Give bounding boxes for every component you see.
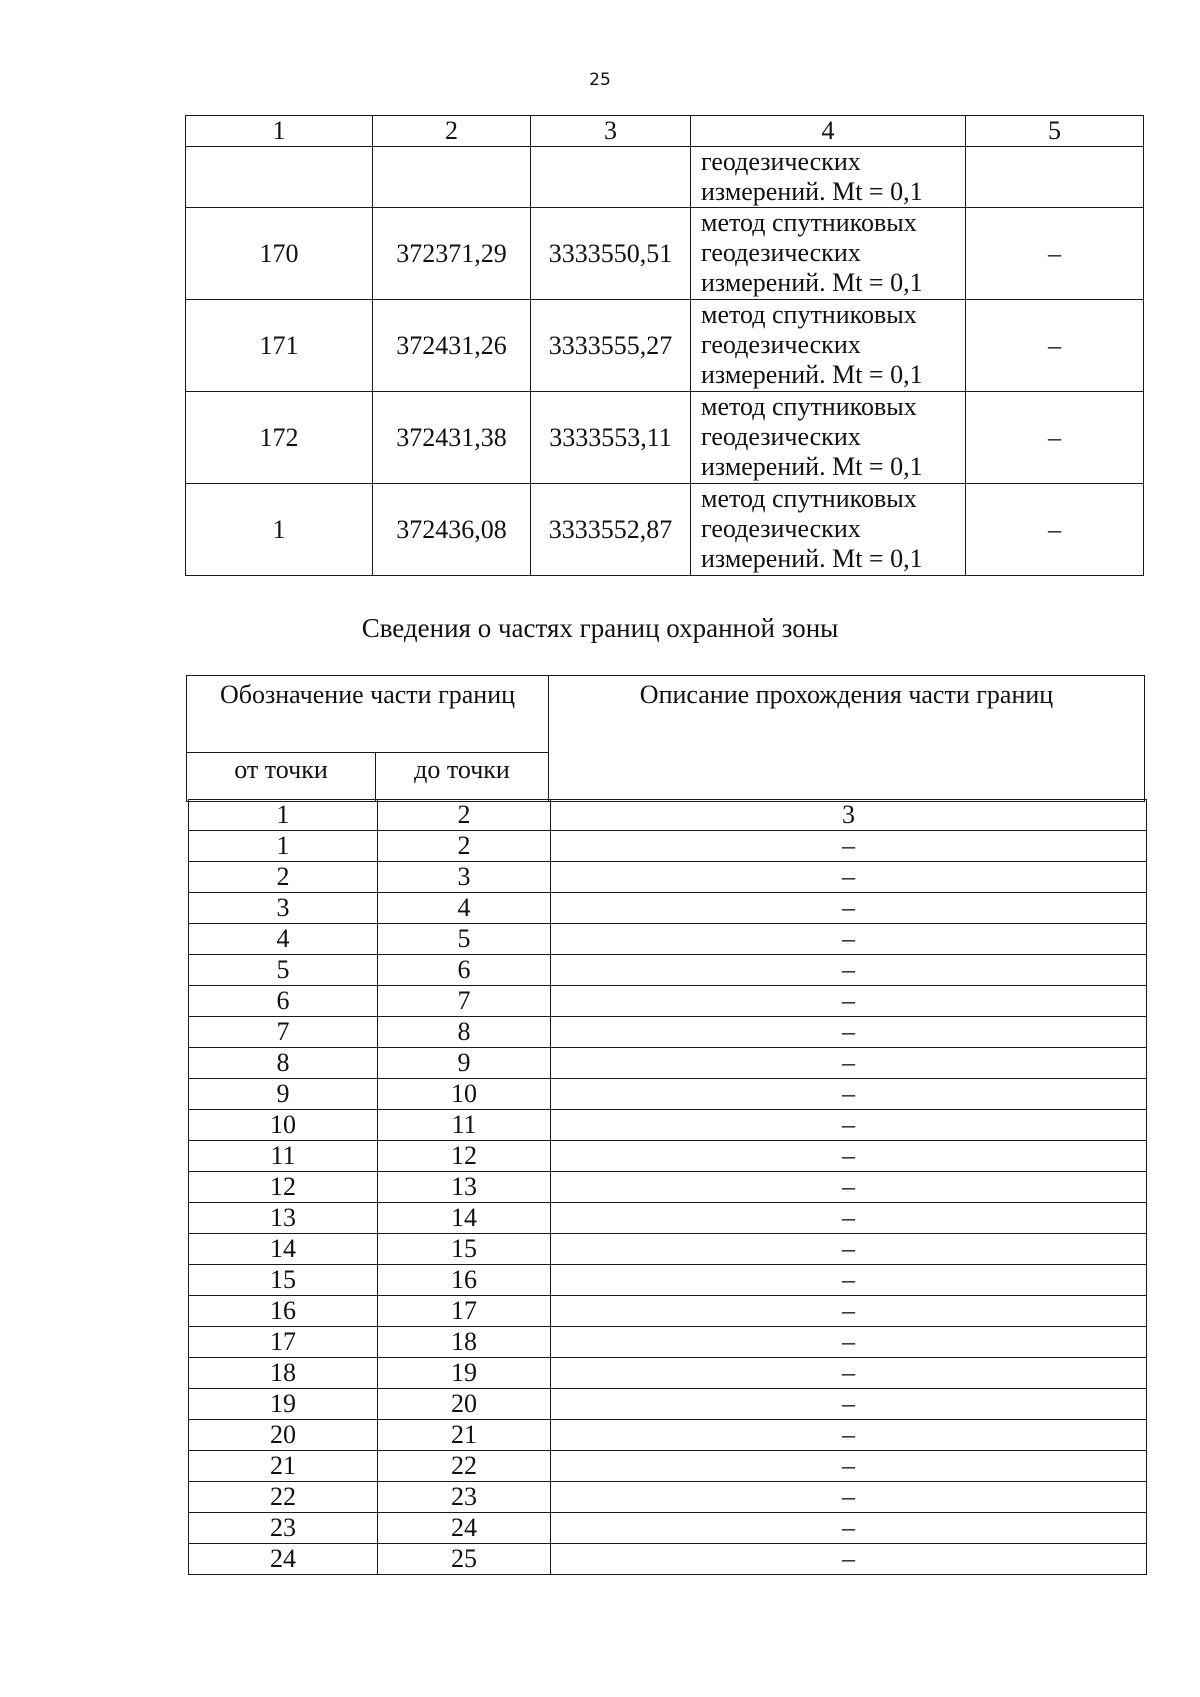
from-point: 11 (189, 1141, 378, 1172)
method-line: геодезических (701, 238, 861, 267)
method-line: геодезических (701, 330, 861, 359)
point-number: 1 (186, 484, 373, 576)
coord-y: 3333550,51 (531, 208, 691, 300)
method-line: метод спутниковых (701, 300, 917, 329)
coord-x: 372371,29 (373, 208, 531, 300)
table-row (189, 1017, 1147, 1048)
column-number: 5 (966, 116, 1144, 147)
description: – (551, 1544, 1147, 1575)
table-row (189, 1203, 1147, 1234)
description: – (551, 1110, 1147, 1141)
from-point: 8 (189, 1048, 378, 1079)
from-point: 1 (189, 831, 378, 862)
description: – (551, 1513, 1147, 1544)
table-row (189, 893, 1147, 924)
from-point: 10 (189, 1110, 378, 1141)
header-description: Описание прохождения части границ (549, 676, 1145, 802)
table-row (189, 1327, 1147, 1358)
method-line: измерений. Mt = 0,1 (701, 544, 923, 573)
column-number: 1 (186, 116, 373, 147)
method-line: геодезических (701, 514, 861, 543)
to-point: 7 (378, 986, 551, 1017)
to-point: 3 (378, 862, 551, 893)
column-number: 1 (189, 800, 378, 831)
method-line: геодезических (701, 147, 861, 176)
table-row (189, 1513, 1147, 1544)
to-point: 8 (378, 1017, 551, 1048)
parts-table (188, 799, 1147, 1575)
table-row (186, 300, 1144, 392)
table-row (186, 484, 1144, 576)
header-from-point: от точки (187, 753, 376, 802)
to-point: 6 (378, 955, 551, 986)
note-cell: – (966, 484, 1144, 576)
method-line: геодезических (701, 422, 861, 451)
to-point: 9 (378, 1048, 551, 1079)
from-point: 24 (189, 1544, 378, 1575)
column-number-row (189, 800, 1147, 831)
table-row (189, 924, 1147, 955)
coord-y: 3333553,11 (531, 392, 691, 484)
method-cell (691, 147, 966, 208)
from-point: 6 (189, 986, 378, 1017)
table-row (189, 1420, 1147, 1451)
method-line: измерений. Mt = 0,1 (701, 360, 923, 389)
to-point: 20 (378, 1389, 551, 1420)
method-line: метод спутниковых (701, 392, 917, 421)
point-number: 172 (186, 392, 373, 484)
table-row (189, 1265, 1147, 1296)
description: – (551, 1234, 1147, 1265)
description: – (551, 955, 1147, 986)
table-row (189, 862, 1147, 893)
description: – (551, 986, 1147, 1017)
description: – (551, 1017, 1147, 1048)
to-point: 17 (378, 1296, 551, 1327)
table-row (186, 208, 1144, 300)
table-row (189, 1110, 1147, 1141)
method-cell (691, 300, 966, 392)
from-point: 22 (189, 1482, 378, 1513)
to-point: 22 (378, 1451, 551, 1482)
to-point: 10 (378, 1079, 551, 1110)
description: – (551, 1172, 1147, 1203)
column-number: 2 (373, 116, 531, 147)
description: – (551, 862, 1147, 893)
description: – (551, 831, 1147, 862)
coord-y: 3333552,87 (531, 484, 691, 576)
page-number: 25 (589, 70, 611, 90)
table-row (189, 1172, 1147, 1203)
to-point: 4 (378, 893, 551, 924)
to-point: 16 (378, 1265, 551, 1296)
to-point: 12 (378, 1141, 551, 1172)
to-point: 21 (378, 1420, 551, 1451)
description: – (551, 1141, 1147, 1172)
table-row (189, 1234, 1147, 1265)
method-cell (691, 392, 966, 484)
to-point: 24 (378, 1513, 551, 1544)
description: – (551, 1265, 1147, 1296)
from-point: 15 (189, 1265, 378, 1296)
table-row (189, 1544, 1147, 1575)
to-point: 19 (378, 1358, 551, 1389)
note-cell: – (966, 208, 1144, 300)
column-number: 3 (551, 800, 1147, 831)
to-point: 18 (378, 1327, 551, 1358)
description: – (551, 1420, 1147, 1451)
from-point: 9 (189, 1079, 378, 1110)
point-number: 170 (186, 208, 373, 300)
from-point: 23 (189, 1513, 378, 1544)
method-cell (691, 484, 966, 576)
from-point: 5 (189, 955, 378, 986)
table-row (189, 1451, 1147, 1482)
description: – (551, 1358, 1147, 1389)
from-point: 3 (189, 893, 378, 924)
table-row (189, 1358, 1147, 1389)
from-point: 18 (189, 1358, 378, 1389)
table-row (186, 392, 1144, 484)
table-row (189, 1079, 1147, 1110)
coord-y: 3333555,27 (531, 300, 691, 392)
description: – (551, 1389, 1147, 1420)
column-number: 3 (531, 116, 691, 147)
method-line: измерений. Mt = 0,1 (701, 452, 923, 481)
header-designation: Обозначение части границ (187, 676, 549, 753)
table-row (189, 1389, 1147, 1420)
description: – (551, 1048, 1147, 1079)
from-point: 13 (189, 1203, 378, 1234)
description: – (551, 1296, 1147, 1327)
to-point: 14 (378, 1203, 551, 1234)
note-cell: – (966, 300, 1144, 392)
description: – (551, 1079, 1147, 1110)
coord-x: 372436,08 (373, 484, 531, 576)
to-point: 2 (378, 831, 551, 862)
description: – (551, 893, 1147, 924)
continuation-row (186, 147, 1144, 208)
table-row (189, 1048, 1147, 1079)
note-cell: – (966, 392, 1144, 484)
coord-x: 372431,26 (373, 300, 531, 392)
parts-table-header (186, 675, 1145, 802)
header-to-point: до точки (376, 753, 549, 802)
to-point: 15 (378, 1234, 551, 1265)
from-point: 2 (189, 862, 378, 893)
from-point: 4 (189, 924, 378, 955)
point-number: 171 (186, 300, 373, 392)
from-point: 19 (189, 1389, 378, 1420)
to-point: 5 (378, 924, 551, 955)
from-point: 16 (189, 1296, 378, 1327)
section-title: Сведения о частях границ охранной зоны (361, 613, 839, 643)
method-line: метод спутниковых (701, 484, 917, 513)
method-line: измерений. Mt = 0,1 (701, 268, 923, 297)
column-number-row (186, 116, 1144, 147)
to-point: 23 (378, 1482, 551, 1513)
to-point: 25 (378, 1544, 551, 1575)
method-cell (691, 208, 966, 300)
table-row (189, 1141, 1147, 1172)
from-point: 17 (189, 1327, 378, 1358)
from-point: 14 (189, 1234, 378, 1265)
table-row (189, 986, 1147, 1017)
table-row (189, 1296, 1147, 1327)
column-number: 4 (691, 116, 966, 147)
description: – (551, 1327, 1147, 1358)
column-number: 2 (378, 800, 551, 831)
description: – (551, 924, 1147, 955)
method-line: измерений. Mt = 0,1 (701, 177, 923, 206)
from-point: 7 (189, 1017, 378, 1048)
description: – (551, 1482, 1147, 1513)
description: – (551, 1451, 1147, 1482)
table-row (189, 955, 1147, 986)
table-row (189, 1482, 1147, 1513)
coordinates-table (185, 115, 1144, 576)
coord-x: 372431,38 (373, 392, 531, 484)
from-point: 12 (189, 1172, 378, 1203)
description: – (551, 1203, 1147, 1234)
to-point: 13 (378, 1172, 551, 1203)
to-point: 11 (378, 1110, 551, 1141)
table-row (189, 831, 1147, 862)
method-line: метод спутниковых (701, 208, 917, 237)
from-point: 20 (189, 1420, 378, 1451)
from-point: 21 (189, 1451, 378, 1482)
